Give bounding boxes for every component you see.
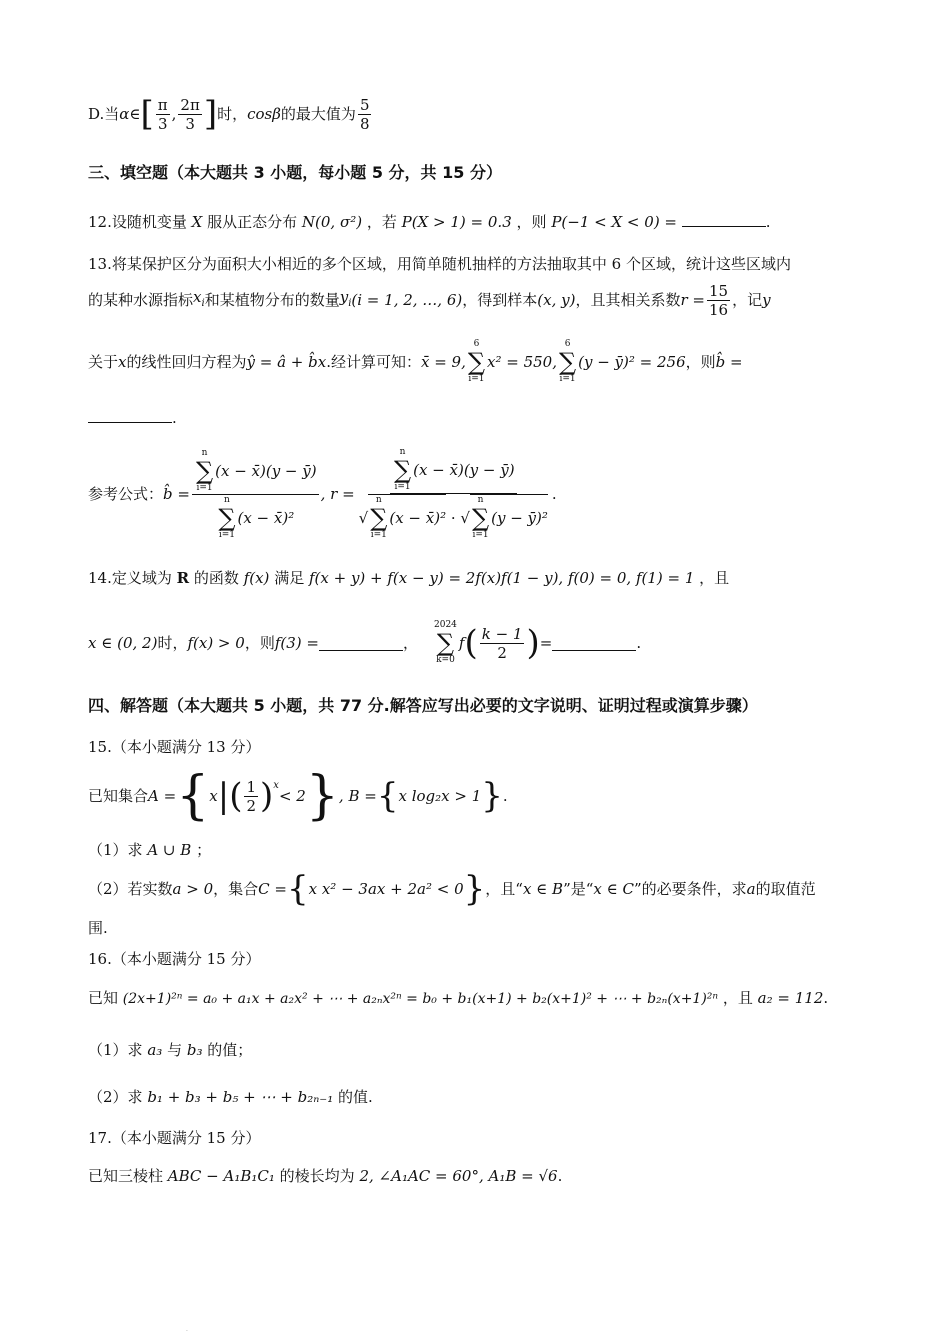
q13-l2d: ，且其相关系数 bbox=[575, 291, 681, 309]
q14-fx: f(x) bbox=[243, 569, 270, 587]
q14-l2b: 时， bbox=[157, 634, 188, 652]
q12-cond: P(X > 1) = 0.3 bbox=[401, 213, 512, 231]
q13-line3 bbox=[88, 340, 743, 384]
formula-b-fraction: n ∑ i=1 (x − x̄)(y − ȳ) n ∑ i=1 (x − x̄)² bbox=[192, 448, 319, 541]
q15-cset: x x² − 3ax + 2a² < 0 bbox=[308, 880, 464, 898]
option-d: D.当 α ∈ [ $\frac{\pi}{3}$ , $\frac{2\pi}{3}$ ] 时， cosβ 的最大值为 $\frac{5}{8}$ bbox=[88, 94, 370, 134]
q13-formula bbox=[88, 442, 557, 546]
q13-stat3: (y − ȳ)² = 256 bbox=[578, 353, 686, 371]
q13-r: r = bbox=[680, 291, 705, 309]
q17-l1a: 已知三棱柱 bbox=[88, 1167, 164, 1185]
sum-symbol: 6 ∑ i=1 bbox=[558, 339, 577, 384]
q13-bhat: b̂ = bbox=[715, 353, 743, 371]
q13-regression-eq: ŷ = â + b̂x bbox=[246, 353, 327, 371]
q15-lt2: < 2 bbox=[278, 787, 306, 805]
q15-B: , B = bbox=[338, 787, 377, 805]
q15-p2f: 的取值范 bbox=[755, 880, 816, 898]
q13-l3b: 的线性回归方程为 bbox=[126, 353, 247, 371]
q16-b3: b₃ bbox=[186, 1041, 203, 1059]
q13-l3c: .经计算可知： bbox=[326, 353, 421, 371]
q13-l2b: 和某植物分布的数量 bbox=[204, 291, 340, 309]
q13-answer-blank bbox=[88, 408, 172, 423]
q14-l1b: 的函数 bbox=[193, 569, 239, 587]
q16-head: 16.（本小题满分 15 分） bbox=[88, 950, 261, 968]
q14-l2f: ， bbox=[402, 634, 418, 652]
q15-c-rbrace: } bbox=[463, 869, 486, 909]
q17-prism: ABC − A₁B₁C₁ bbox=[167, 1167, 275, 1185]
formula-r-fraction: n ∑ i=1 (x − x̄)(y − ȳ) √ n ∑ i=1 (x − x̄)² · √ n ∑ i=1 (y − ȳ)² bbox=[358, 447, 548, 540]
footer-mark: · bbox=[186, 1328, 188, 1335]
q17-end: . bbox=[557, 1167, 563, 1185]
q17-head: 17.（本小题满分 15 分） bbox=[88, 1129, 261, 1147]
q15-lparen: ( bbox=[229, 776, 243, 816]
q15-part2 bbox=[88, 869, 816, 909]
q15-xC: x ∈ C bbox=[593, 880, 634, 898]
q12-t1: 服从正态分布 bbox=[207, 213, 298, 231]
in-symbol: ∈ bbox=[129, 105, 141, 123]
q14-l2d: ，则 bbox=[244, 634, 275, 652]
q13-xi: $x_i$ bbox=[193, 287, 205, 309]
q16-l1a: 已知 bbox=[88, 989, 119, 1007]
option-d-mid: 时， bbox=[217, 105, 248, 123]
q14-eq: = bbox=[539, 634, 553, 652]
q15-union: A ∪ B bbox=[147, 841, 192, 859]
q12-var: X bbox=[191, 213, 203, 231]
q13-y: y bbox=[762, 291, 771, 309]
right-bracket: ] bbox=[203, 94, 218, 134]
q16-a2: a₂ = 112 bbox=[757, 989, 824, 1007]
max-value: $\frac{5}{8}$ bbox=[359, 95, 370, 133]
q13-range: (i = 1, 2, …, 6) bbox=[351, 291, 463, 309]
interval-right: $\frac{2\pi}{3}$ bbox=[180, 95, 200, 133]
q16-p1a: （1）求 bbox=[88, 1041, 143, 1059]
formula-label: 参考公式： bbox=[88, 485, 164, 503]
left-bracket: [ bbox=[140, 94, 154, 134]
q16-l1b: ，且 bbox=[722, 989, 753, 1007]
q15-end: . bbox=[502, 787, 508, 805]
q16-expansion: (2x+1)²ⁿ = a₀ + a₁x + a₂x² + ⋯ + a₂ₙx²ⁿ = b₀ + b₁(x+1) + b₂(x+1)² + ⋯ + b₂ₙ(x+1)²ⁿ bbox=[122, 991, 719, 1007]
q15-part2-cont: 围. bbox=[88, 919, 108, 937]
question-12 bbox=[88, 212, 771, 232]
q13-l2e: ，记 bbox=[732, 291, 763, 309]
q14-l1c: 满足 bbox=[274, 569, 305, 587]
q13-l3d: ，则 bbox=[685, 353, 716, 371]
q16-p1b: 与 bbox=[167, 1041, 183, 1059]
q13-line2 bbox=[88, 280, 771, 320]
q15-c-lbrace: { bbox=[286, 869, 309, 909]
q16-part2 bbox=[88, 1087, 373, 1107]
q17-cond: 2, ∠A₁AC = 60°, A₁B = √6 bbox=[359, 1167, 558, 1185]
q14-answer-blank-2 bbox=[552, 636, 636, 651]
q15-l1a: 已知集合 bbox=[88, 787, 149, 805]
q14-l2c: f(x) > 0 bbox=[187, 634, 245, 652]
q14-l1d: ，且 bbox=[699, 569, 730, 587]
q15-p2b: ，集合 bbox=[213, 880, 259, 898]
q14-end: . bbox=[636, 634, 642, 652]
interval-left: $\frac{\pi}{3}$ bbox=[157, 95, 168, 133]
q14-l1a: 14.定义域为 bbox=[88, 569, 172, 587]
q13-x: x bbox=[118, 353, 127, 371]
q13-yi: $y_i$ bbox=[339, 287, 352, 309]
q14-line2 bbox=[88, 618, 641, 668]
q13-l2c: ，得到样本 bbox=[462, 291, 538, 309]
q16-p2b: 的值. bbox=[338, 1088, 373, 1106]
q13-line1: 13.将某保护区分为面积大小相近的多个区域，用简单随机抽样的方法抽取其中 6 个区域，统计这些区域内 bbox=[88, 255, 791, 273]
cos-beta: cosβ bbox=[247, 105, 281, 123]
q16-end: . bbox=[823, 989, 829, 1007]
formula-b: b̂ = bbox=[163, 485, 190, 503]
q15-p2e: ”的必要条件，求 bbox=[634, 880, 747, 898]
q15-line1 bbox=[88, 766, 508, 826]
q12-t2: ，若 bbox=[366, 213, 397, 231]
option-d-text: 的最大值为 bbox=[280, 105, 356, 123]
q12-dist: N(0, σ²) bbox=[301, 213, 363, 231]
q16-p1c: 的值； bbox=[207, 1041, 253, 1059]
q15-part1 bbox=[88, 840, 211, 860]
q14-line1 bbox=[88, 568, 729, 588]
q16-part1 bbox=[88, 1040, 252, 1060]
q13-r-value: $\frac{15}{16}$ bbox=[708, 281, 729, 319]
q15-a: a bbox=[746, 880, 756, 898]
q14-R: R bbox=[176, 569, 190, 587]
q14-f: f bbox=[458, 634, 465, 652]
q15-half: $\frac{1}{2}$ bbox=[246, 777, 257, 815]
q15-C: C = bbox=[258, 880, 287, 898]
formula-end: . bbox=[551, 485, 557, 503]
q15-rparen: ) bbox=[260, 776, 274, 816]
q13-l2a: 的某种水源指标 bbox=[88, 291, 194, 309]
q13-sample: (x, y) bbox=[537, 291, 576, 309]
q17-l1b: 的棱长均为 bbox=[279, 1167, 355, 1185]
alpha-symbol: α bbox=[119, 105, 130, 123]
q17-line1 bbox=[88, 1166, 562, 1186]
q13-stat1: x̄ = 9, bbox=[420, 353, 466, 371]
q12-ask: P(−1 < X < 0) = bbox=[551, 213, 678, 231]
q15-A: A = bbox=[148, 787, 177, 805]
q14-lparen: ( bbox=[464, 623, 478, 663]
q14-l2e: f(3) = bbox=[274, 634, 319, 652]
sum-symbol: 6 ∑ i=1 bbox=[467, 339, 485, 384]
q14-functional-eq: f(x + y) + f(x − y) = 2f(x)f(1 − y), f(0) = 0, f(1) = 1 bbox=[308, 569, 695, 587]
q15-lbrace: { bbox=[176, 766, 210, 826]
q16-p2a: （2）求 bbox=[88, 1088, 143, 1106]
q16-a3: a₃ bbox=[147, 1041, 163, 1059]
q15-xB: x ∈ B bbox=[522, 880, 564, 898]
formula-r: , r = bbox=[320, 485, 355, 503]
q15-p2d: ”是“ bbox=[563, 880, 594, 898]
q15-b-lbrace: { bbox=[376, 776, 399, 816]
q14-l2a: x ∈ (0, 2) bbox=[88, 634, 158, 652]
q14-sum-symbol: 2024 ∑ k=0 bbox=[434, 620, 457, 665]
q15-rbrace: } bbox=[305, 766, 339, 826]
q15-bar: | bbox=[217, 776, 230, 816]
q16-line1 bbox=[88, 988, 828, 1009]
section-4-title: 四、解答题（本大题共 5 小题，共 77 分.解答应写出必要的文字说明、证明过程或演算步骤） bbox=[88, 696, 758, 715]
q13-l3a: 关于 bbox=[88, 353, 119, 371]
q12-answer-blank bbox=[682, 212, 766, 227]
q15-power: x bbox=[273, 780, 279, 791]
q15-b-rbrace: } bbox=[481, 776, 503, 816]
q15-bset: x log₂x > 1 bbox=[398, 787, 482, 805]
q15-head: 15.（本小题满分 13 分） bbox=[88, 738, 261, 756]
q14-answer-blank-1 bbox=[319, 636, 403, 651]
q16-bsum: b₁ + b₃ + b₅ + ⋯ + b₂ₙ₋₁ bbox=[147, 1088, 334, 1106]
q15-p1: （1）求 bbox=[88, 841, 143, 859]
q15-p2a: （2）若实数 bbox=[88, 880, 173, 898]
q15-p2c: ，且“ bbox=[485, 880, 523, 898]
q14-k-fraction: $\frac{k - 1}{2}$ bbox=[481, 624, 523, 662]
q13-line4 bbox=[88, 408, 177, 428]
q13-line4-end: . bbox=[172, 409, 177, 427]
q12-t3: ，则 bbox=[516, 213, 547, 231]
section-3-title: 三、填空题（本大题共 3 小题，每小题 5 分，共 15 分） bbox=[88, 163, 502, 182]
q15-a0: a > 0 bbox=[172, 880, 214, 898]
q15-p1end: ； bbox=[196, 841, 212, 859]
option-d-prefix: D.当 bbox=[88, 105, 120, 123]
q13-stat2: x² = 550, bbox=[487, 353, 557, 371]
q15-x: x bbox=[209, 787, 218, 805]
q12-lead: 12.设随机变量 bbox=[88, 213, 187, 231]
q14-rparen: ) bbox=[526, 623, 540, 663]
q12-end: . bbox=[765, 213, 771, 231]
